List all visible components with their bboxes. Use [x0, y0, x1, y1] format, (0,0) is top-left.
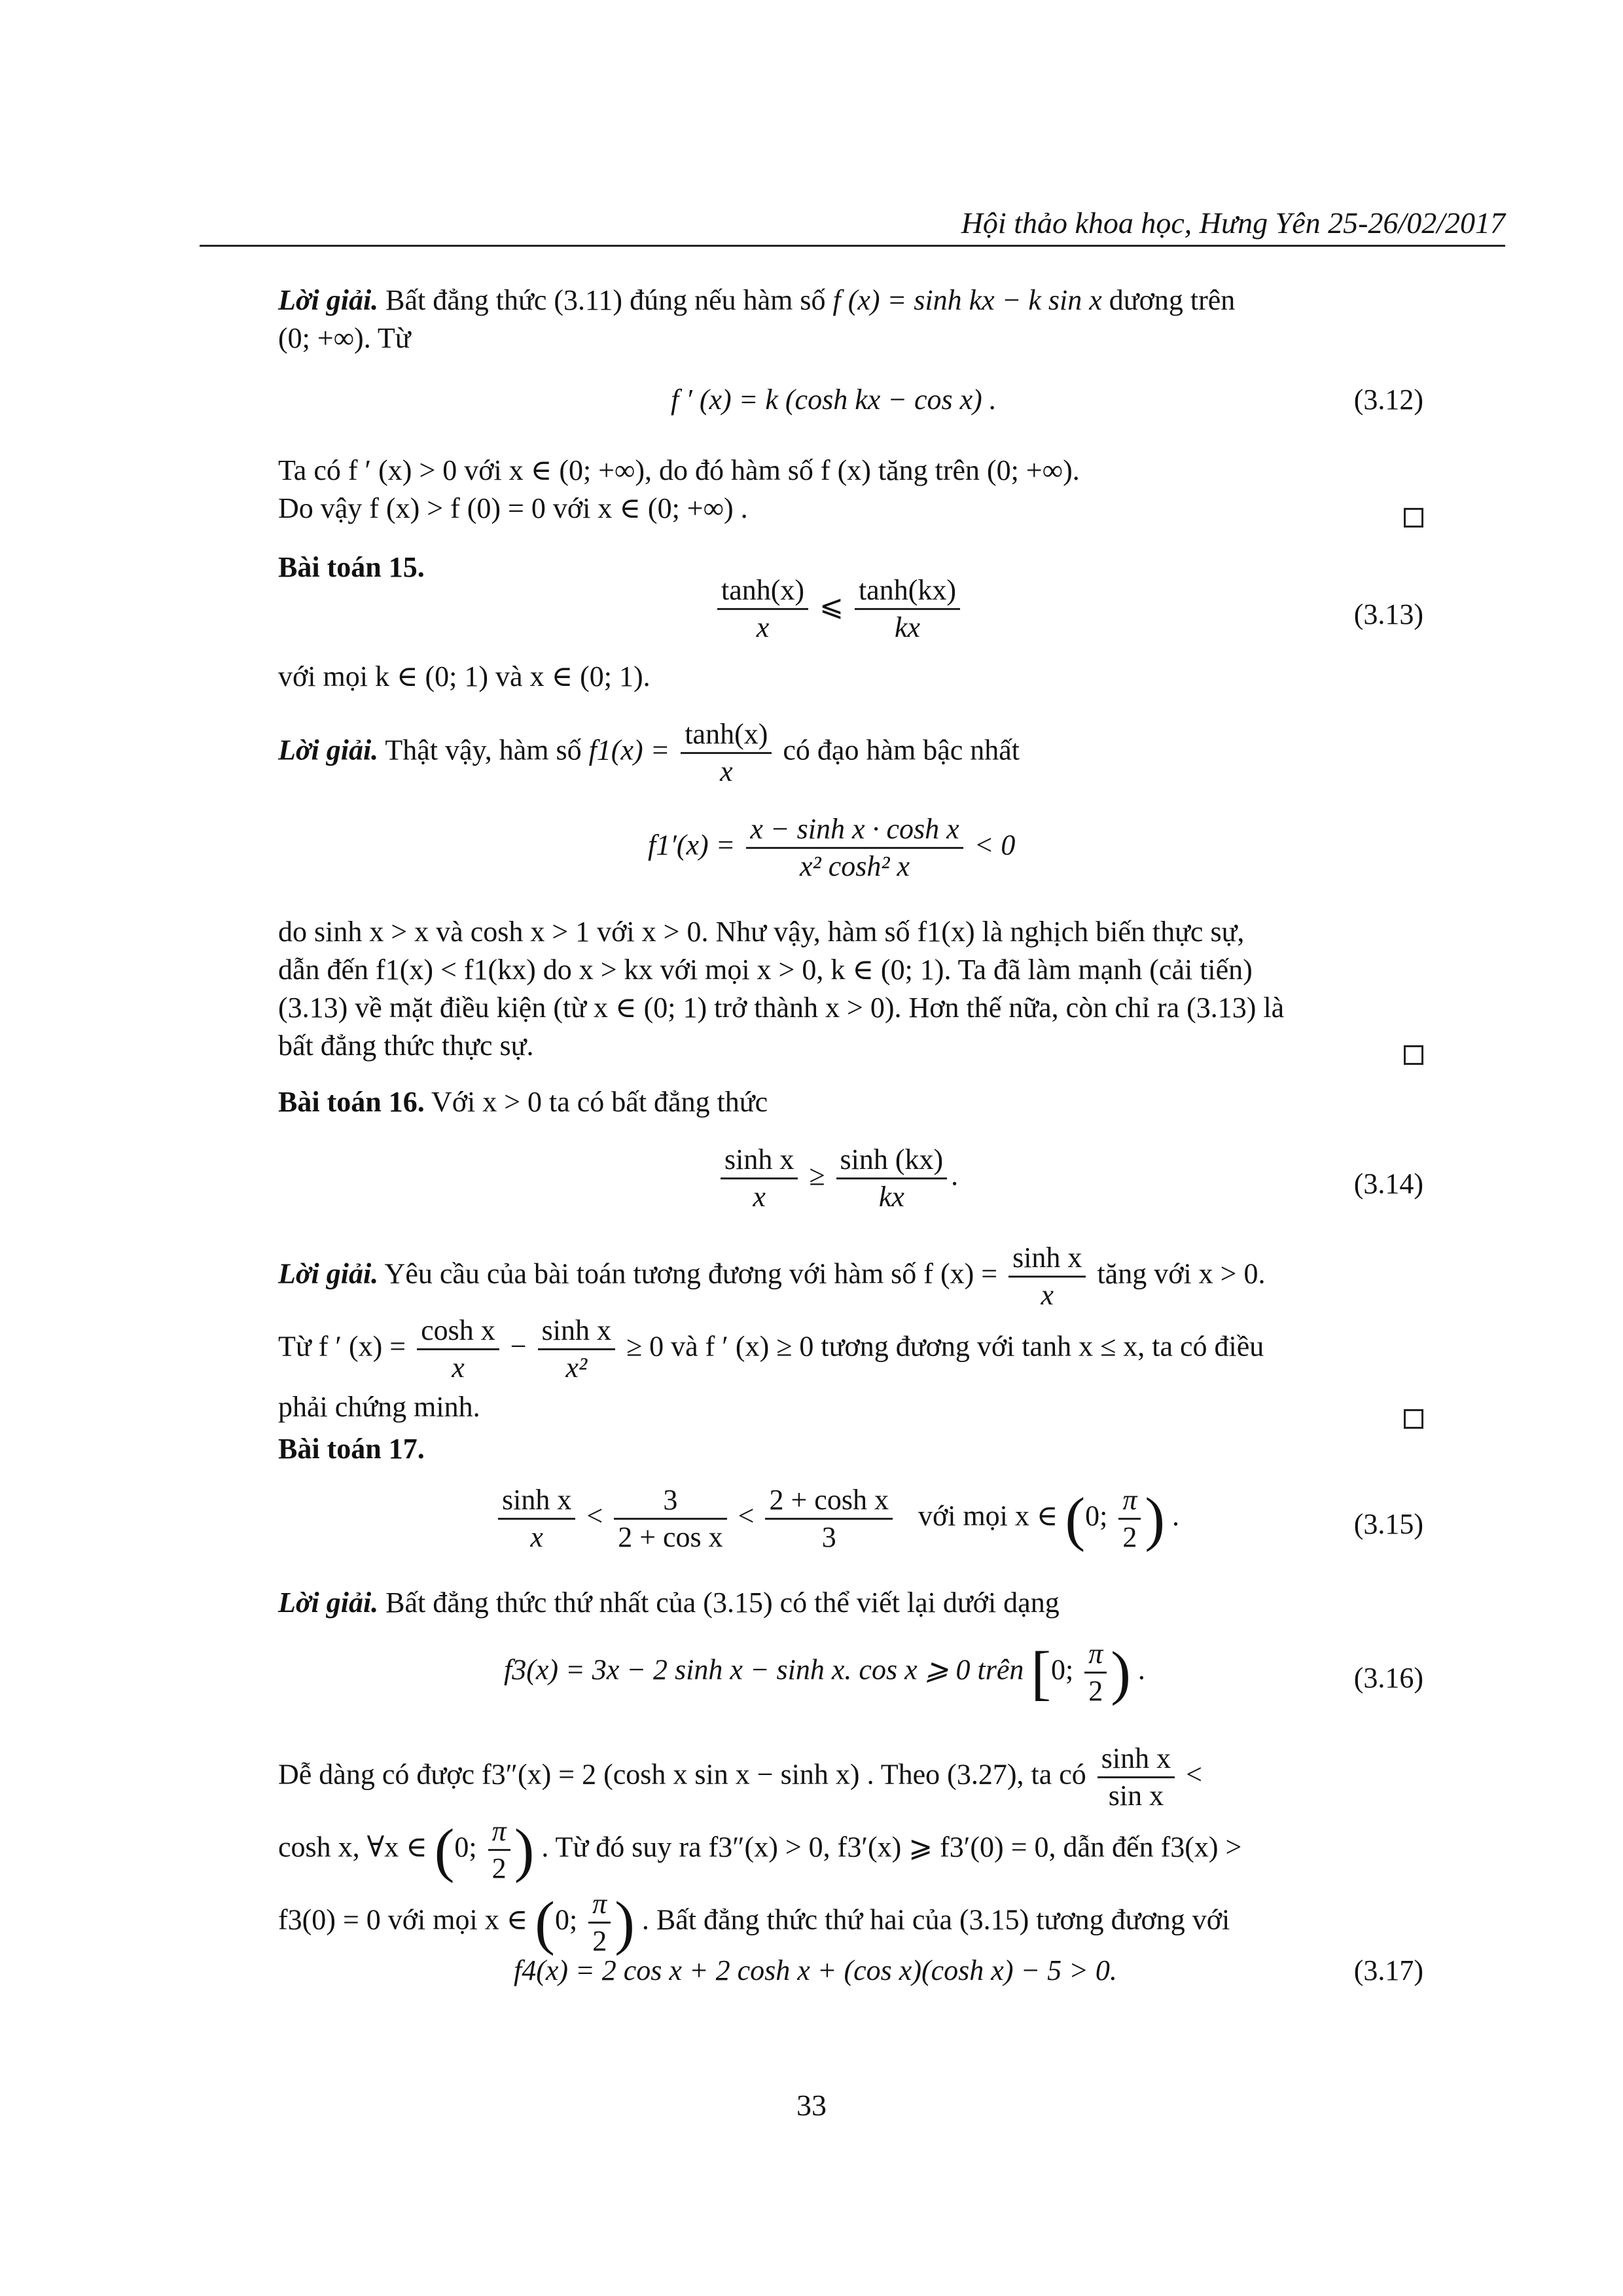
- equation-body: f ′ (x) = k (cosh kx − cos x) .: [671, 384, 997, 416]
- text: dương trên: [1109, 284, 1236, 316]
- paragraph-2: [278, 452, 1423, 528]
- fraction-numerator: sinh x: [1008, 1240, 1086, 1278]
- text: cosh x, ∀x ∈: [278, 1831, 427, 1863]
- fraction-numerator: sinh x: [721, 1142, 798, 1179]
- equation-3-15: [278, 1482, 1423, 1561]
- fraction-numerator: sinh x: [498, 1482, 575, 1520]
- fraction-denominator: sin x: [1108, 1780, 1164, 1812]
- problem-title: Bài toán 17.: [278, 1433, 425, 1465]
- equation-body: [494, 1482, 1179, 1555]
- interval-bracket: ): [615, 1889, 635, 1956]
- text: ≥ 0 và f ′ (x) ≥ 0 tương đương với tanh x ≤ x, ta có điều: [626, 1330, 1264, 1363]
- operator: <: [738, 1499, 755, 1532]
- equation-3-12: [278, 383, 1423, 461]
- text: do sinh x > x và cosh x > 1 với x > 0. Như vậy, hàm số f1(x) là nghịch biến thực sự,: [278, 916, 1245, 948]
- fraction-numerator: tanh(kx): [855, 573, 960, 610]
- operator: ≥: [809, 1159, 825, 1192]
- interval-bracket: (: [434, 1816, 455, 1884]
- problem-title: Bài toán 15.: [278, 551, 425, 583]
- qed-symbol: [1404, 1409, 1423, 1429]
- math-expr: f1′(x) =: [648, 829, 736, 861]
- text: (0; +∞). Từ: [278, 322, 411, 354]
- math-expr: 0;: [1085, 1499, 1108, 1532]
- equation-3-14: [278, 1142, 1423, 1221]
- fraction-denominator: 2: [491, 1852, 507, 1884]
- fraction-denominator: x: [756, 611, 770, 643]
- equation-derivative-f1: [278, 812, 1423, 890]
- interval-bracket: (: [535, 1889, 555, 1956]
- operator: −: [510, 1330, 527, 1363]
- fraction-numerator: 3: [614, 1482, 726, 1520]
- punctuation: .: [1172, 1499, 1180, 1532]
- equation-body: f4(x) = 2 cos x + 2 cosh x + (cos x)(cosh x) − 5 > 0.: [514, 1954, 1117, 1986]
- equation-body: [717, 1142, 958, 1215]
- text: có đạo hàm bậc nhất: [783, 734, 1020, 766]
- fraction-denominator: x²: [565, 1352, 588, 1384]
- fraction-denominator: 2: [1122, 1521, 1137, 1553]
- paragraph-4: [278, 913, 1423, 1065]
- operator: <: [586, 1499, 603, 1532]
- equation-number: (3.13): [1353, 598, 1423, 630]
- text: tăng với x > 0.: [1097, 1257, 1266, 1290]
- math-expr: f3(x) = 3x − 2 sinh x − sinh x. cos x ⩾ 0 trên: [504, 1653, 1024, 1686]
- fraction-denominator: x² cosh² x: [799, 850, 910, 882]
- problem-17-title: [278, 1430, 1423, 1468]
- fraction-denominator: x: [753, 1181, 766, 1213]
- text: với mọi k ∈ (0; 1) và x ∈ (0; 1).: [278, 660, 651, 692]
- fraction-numerator: π: [588, 1886, 611, 1924]
- fraction-numerator: π: [1084, 1636, 1107, 1674]
- equation-number: (3.16): [1353, 1662, 1423, 1694]
- fraction-denominator: x: [720, 755, 733, 787]
- problem-15-condition: [278, 658, 1423, 696]
- fraction-denominator: kx: [878, 1181, 904, 1213]
- fraction-numerator: sinh x: [538, 1313, 615, 1350]
- fraction-numerator: sinh x: [1097, 1741, 1175, 1778]
- fraction-denominator: 2: [1088, 1675, 1103, 1707]
- problem-title: Bài toán 16.: [278, 1086, 425, 1118]
- solution-paragraph-2: [278, 717, 1423, 789]
- text: Ta có f ′ (x) > 0 với x ∈ (0; +∞), do đó hàm số f (x) tăng trên (0; +∞).: [278, 454, 1080, 486]
- interval-bracket: [: [1031, 1639, 1051, 1706]
- solution-label: Lời giải.: [278, 1257, 379, 1290]
- text: Thật vậy, hàm số: [385, 734, 582, 766]
- math-expr: < 0: [974, 829, 1016, 861]
- text: Bất đẳng thức (3.11) đúng nếu hàm số: [385, 284, 826, 316]
- math-expr: 0;: [454, 1831, 477, 1863]
- page-number-text: 33: [796, 2089, 827, 2122]
- text: Do vậy f (x) > f (0) = 0 với x ∈ (0; +∞) .: [278, 492, 748, 524]
- equation-body: [713, 573, 964, 645]
- text: Yêu cầu của bài toán tương đương với hàm số f (x) =: [384, 1257, 998, 1290]
- punctuation: .: [1137, 1653, 1145, 1686]
- equation-number: (3.17): [1353, 1954, 1423, 1986]
- header-title: Hội thảo khoa học, Hưng Yên 25-26/02/2017: [961, 206, 1505, 240]
- fraction-numerator: π: [488, 1814, 510, 1851]
- text: f3(0) = 0 với mọi x ∈: [278, 1903, 528, 1936]
- fraction-numerator: 2 + cosh x: [765, 1482, 892, 1520]
- solution-label: Lời giải.: [278, 734, 379, 766]
- running-header: [200, 200, 1505, 247]
- fraction-numerator: tanh(x): [681, 717, 772, 754]
- equation-number: (3.14): [1353, 1168, 1423, 1200]
- solution-paragraph-1: [278, 281, 1423, 357]
- fraction-denominator: x: [1041, 1279, 1054, 1311]
- fraction-denominator: x: [530, 1521, 543, 1553]
- solution-paragraph-3: [278, 1240, 1423, 1429]
- text: dẫn đến f1(x) < f1(kx) do x > kx với mọi x > 0, k ∈ (0; 1). Ta đã làm mạnh (cải tiến): [278, 954, 1253, 986]
- math-expr: f1(x) =: [588, 734, 670, 766]
- solution-paragraph-4: [278, 1584, 1423, 1622]
- equation-body: [648, 812, 1015, 884]
- operator: <: [1186, 1758, 1202, 1791]
- math-expr: 0;: [554, 1903, 578, 1936]
- qed-symbol: [1404, 508, 1423, 528]
- interval-bracket: ): [514, 1816, 535, 1884]
- text: Bất đẳng thức thứ nhất của (3.15) có thể viết lại dưới dạng: [385, 1587, 1060, 1619]
- text: . Bất đẳng thức thứ hai của (3.15) tương đương với: [641, 1903, 1230, 1936]
- problem-16-title: [278, 1083, 1423, 1121]
- fraction-numerator: tanh(x): [717, 573, 808, 610]
- fraction-numerator: π: [1118, 1482, 1141, 1520]
- fraction-numerator: sinh (kx): [836, 1142, 948, 1179]
- text: Dễ dàng có được f3″(x) = 2 (cosh x sin x − sinh x) . Theo (3.27), ta có: [278, 1758, 1086, 1791]
- paragraph-7: [278, 1741, 1423, 1959]
- interval-bracket: ): [1111, 1639, 1131, 1706]
- page-number: [0, 2088, 1623, 2123]
- text: với mọi x ∈: [918, 1499, 1058, 1532]
- qed-symbol: [1404, 1045, 1423, 1065]
- fraction-denominator: kx: [894, 611, 920, 643]
- fraction-denominator: 3: [821, 1521, 836, 1553]
- equation-3-17: [278, 1954, 1423, 2032]
- fraction-denominator: 2 + cos x: [618, 1521, 723, 1553]
- text: (3.13) về mặt điều kiện (từ x ∈ (0; 1) trở thành x > 0). Hơn thế nữa, còn chỉ ra (3.13) là: [278, 992, 1285, 1024]
- equation-3-16: [278, 1636, 1423, 1715]
- punctuation: .: [951, 1159, 959, 1192]
- equation-body: [504, 1636, 1145, 1709]
- fraction-numerator: cosh x: [417, 1313, 499, 1350]
- equation-number: (3.12): [1353, 384, 1423, 416]
- interval-bracket: ): [1145, 1485, 1166, 1552]
- fraction-numerator: x − sinh x · cosh x: [746, 812, 963, 849]
- solution-label: Lời giải.: [278, 284, 379, 316]
- text: phải chứng minh.: [278, 1391, 480, 1423]
- math-expr: 0;: [1050, 1653, 1074, 1686]
- fraction-denominator: x: [452, 1352, 465, 1384]
- fraction-denominator: 2: [592, 1925, 607, 1957]
- solution-label: Lời giải.: [278, 1587, 379, 1619]
- text: . Từ đó suy ra f3″(x) > 0, f3′(x) ⩾ f3′(0) = 0, dẫn đến f3(x) >: [541, 1831, 1242, 1863]
- text: bất đẳng thức thực sự.: [278, 1030, 534, 1062]
- equation-number: (3.15): [1353, 1508, 1423, 1540]
- interval-bracket: (: [1065, 1485, 1086, 1552]
- text: Từ f ′ (x) =: [278, 1330, 406, 1363]
- operator: ⩽: [819, 590, 844, 622]
- equation-3-13: [278, 573, 1423, 651]
- text: Với x > 0 ta có bất đẳng thức: [431, 1086, 768, 1118]
- math-expr: f (x) = sinh kx − k sin x: [832, 284, 1102, 316]
